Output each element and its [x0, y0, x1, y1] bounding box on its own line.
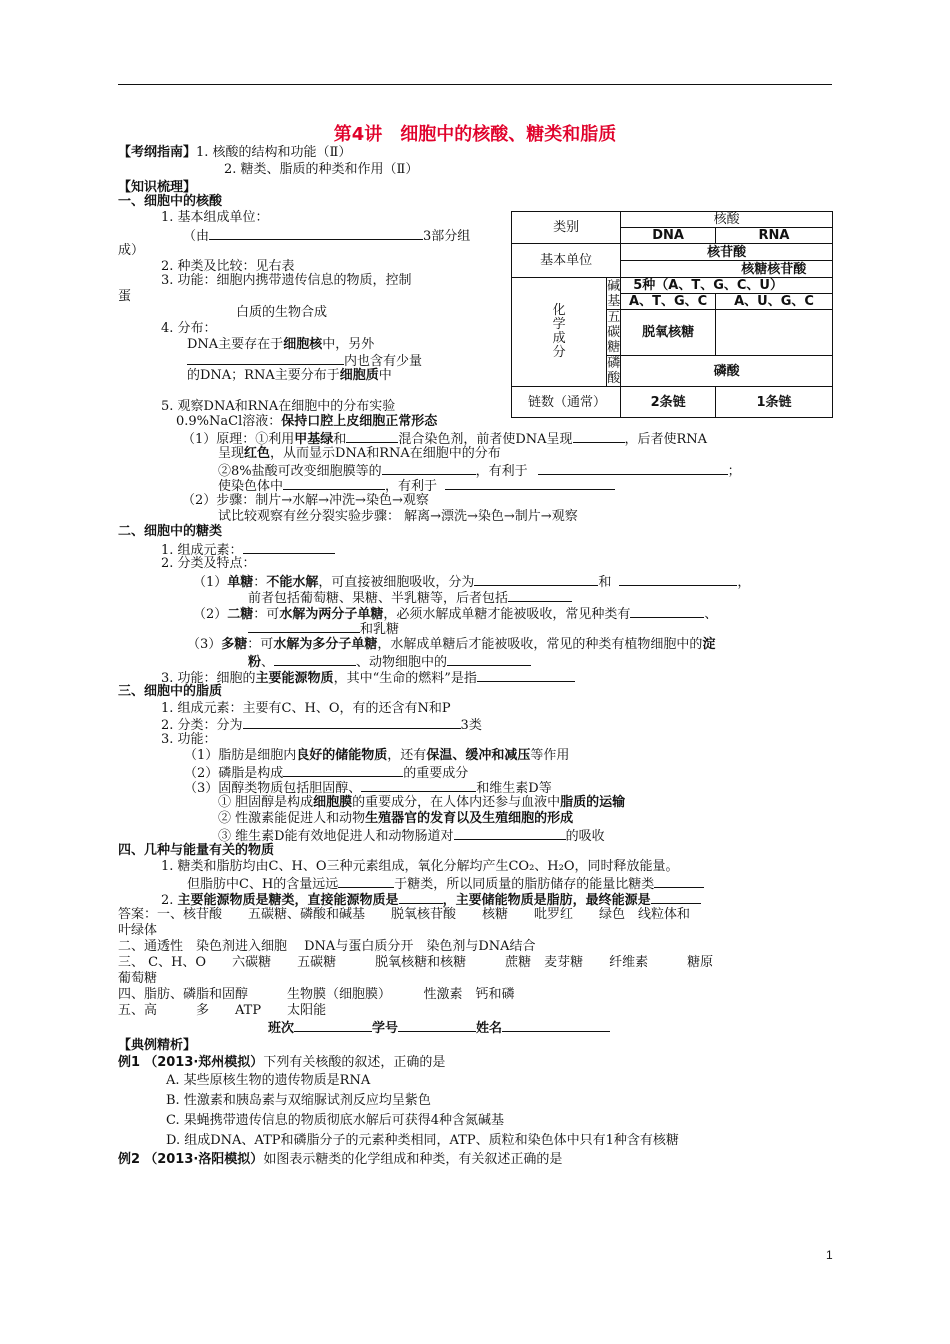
blank — [248, 620, 360, 633]
example-2-stem: 例2 （2013·洛阳模拟）如图表示糖类的化学组成和种类，有关叙述正确的是 — [118, 1152, 563, 1167]
blank — [243, 716, 461, 729]
s3-sterol: （3）固醇类物质包括胆固醇、 和维生素D等 — [184, 781, 552, 796]
s3-line-2: 2. 分类：分为 3类 — [161, 718, 482, 733]
s1-line-3: 3. 功能：细胞内携带遗传信息的物质，控制 — [161, 273, 412, 288]
s1-principle-1d: 使染色体中 ，有利于 — [218, 477, 615, 495]
page-number: 1 — [826, 1248, 833, 1262]
table-base-all: 5种（A、T、G、C、U） — [621, 278, 833, 294]
table-header-dna: DNA — [621, 228, 716, 244]
table-chain-rna: 1条链 — [716, 387, 833, 418]
blank — [382, 462, 476, 475]
blank — [209, 227, 423, 240]
blank — [447, 653, 531, 666]
blank — [274, 653, 356, 666]
table-sugar-rna — [716, 310, 833, 356]
examples-label: 【典例精析】 — [118, 1038, 197, 1053]
table-header-category: 类别 — [512, 212, 621, 244]
section-2-heading: 二、细胞中的糖类 — [118, 524, 223, 539]
page-title: 第4讲 细胞中的核酸、糖类和脂质 — [333, 124, 617, 145]
s3-fat: （1）脂肪是细胞内良好的储能物质，还有保温、缓冲和减压等作用 — [184, 748, 570, 763]
blank — [654, 875, 704, 888]
answers-3: 三、 C、H、O 六碳糖 五碳糖 脱氧核糖和核糖 蔗糖 麦芽糖 纤维素 糖原 — [118, 955, 714, 970]
s2-di: （2）二糖：可水解为两分子单糖，必须水解成单糖才能被吸收，常见种类有 、 — [193, 607, 718, 622]
s1-line-2: 2. 种类及比较：见右表 — [161, 259, 295, 274]
table-header-rna: RNA — [716, 228, 833, 244]
table-row-unit: 基本单位 — [512, 244, 621, 278]
s1-line-1b: （由 3部分组 — [183, 229, 471, 244]
blank — [283, 477, 385, 490]
table-chain-dna: 2条链 — [621, 387, 716, 418]
s1-line-1: 1. 基本组成单位： — [161, 210, 269, 225]
s4-line-2: 2. 主要能源物质是糖类，直接能源物质是 ，主要储能物质是脂肪，最终能源是 — [161, 891, 701, 909]
guide-line-1 — [118, 145, 351, 161]
class-field[interactable] — [294, 1019, 372, 1032]
s3-sterol-c: ③ 维生素D能有效地促进人和动物肠道对 的吸收 — [218, 829, 605, 844]
blank — [399, 891, 443, 904]
s2-line-2: 2. 分类及特点： — [161, 556, 256, 571]
blank — [361, 779, 476, 792]
blank — [445, 477, 615, 490]
answers-4: 四、脂肪、磷脂和固醇 生物膜（细胞膜） 性激素 钙和磷 — [118, 987, 515, 1002]
s1-line-5a: 0.9%NaCl溶液：保持口腔上皮细胞正常形态 — [176, 414, 438, 429]
blank — [619, 573, 737, 586]
blank — [243, 541, 335, 554]
example-1-option-a: A. 某些原核生物的遗传物质是RNA — [166, 1073, 371, 1088]
guide-item-1: 1. 核酸的结构和功能（Ⅱ） — [196, 145, 352, 160]
blank — [338, 875, 394, 888]
s2-line-3: 3. 功能：细胞的主要能源物质，其中“生命的燃料”是指 — [161, 669, 575, 687]
example-1-option-d: D. 组成DNA、ATP和磷脂分子的元素种类相同，ATP、质粒和染色体中只有1种含有核糖 — [166, 1133, 679, 1148]
table-row-base: 碱基 — [607, 278, 621, 309]
s1-principle-1c: ②8%盐酸可改变细胞膜等的 ，有利于 ； — [218, 464, 741, 479]
guide-item-2: 2. 糖类、脂质的种类和作用（Ⅱ） — [224, 162, 419, 177]
blank — [630, 605, 704, 618]
s2-poly: （3）多糖：可水解为多分子单糖，水解成单糖后才能被吸收，常见的种类有植物细胞中的淀 — [187, 637, 716, 652]
table-base-rna: A、U、G、C — [716, 294, 833, 310]
s1-steps-compare: 试比较观察有丝分裂实验步骤： 解离→漂洗→染色→制片→观察 — [218, 509, 578, 524]
answers-5: 五、高 多 ATP 太阳能 — [118, 1003, 327, 1018]
table-row-chem: 化 学 成 分 — [512, 278, 607, 387]
table-sugar-dna: 脱氧核糖 — [621, 310, 716, 356]
table-unit-common: 核苷酸 — [621, 244, 833, 261]
table-unit-dna — [621, 261, 716, 278]
table-row-chain: 链数（通常） — [512, 387, 621, 418]
s2-di-b: 和乳糖 — [248, 620, 399, 638]
table-unit-rna: 核糖核苷酸 — [716, 261, 833, 278]
blank — [474, 573, 598, 586]
s3-line-1: 1. 组成元素：主要有C、H、O，有的还含有N和P — [161, 701, 451, 716]
blank — [538, 462, 728, 475]
table-row-phos: 磷酸 — [607, 356, 621, 386]
blank — [346, 430, 398, 443]
s2-line-1: 1. 组成元素： — [161, 541, 335, 559]
answers-1: 答案：一、核苷酸 五碳糖、磷酸和碱基 脱氧核苷酸 核糖 吡罗红 绿色 线粒体和 — [118, 907, 691, 922]
header-rule — [118, 84, 832, 85]
blank — [508, 589, 572, 602]
answers-2: 二、通透性 染色剂进入细胞 DNA与蛋白质分开 染色剂与DNA结合 — [118, 939, 536, 954]
s1-line-4: 4. 分布： — [161, 321, 217, 336]
section-4-heading: 四、几种与能量有关的物质 — [118, 843, 275, 858]
table-base-dna: A、T、G、C — [621, 294, 716, 310]
answers-3b: 葡萄糖 — [118, 971, 158, 986]
s1-line-3b: 蛋 — [118, 289, 132, 304]
example-1-option-c: C. 果蝇携带遗传信息的物质彻底水解后可获得4种含氮碱基 — [166, 1113, 505, 1128]
section-3-heading: 三、细胞中的脂质 — [118, 684, 223, 699]
s3-sterol-a: ① 胆固醇是构成细胞膜的重要成分，在人体内还参与血液中脂质的运输 — [218, 795, 626, 810]
s4-line-1: 1. 糖类和脂肪均由C、H、O三种元素组成，氧化分解均产生CO₂、H₂O，同时释放能量。 — [161, 859, 679, 874]
guide-label: 【考纲指南】 — [118, 145, 197, 160]
s1-line-4b: 内也含有少量 — [187, 352, 422, 370]
s1-line-1c: 成） — [118, 243, 145, 258]
s2-mono: （1）单糖：不能水解，可直接被细胞吸收，分为 和 ， — [193, 575, 751, 590]
blank — [283, 764, 403, 777]
blank — [651, 891, 701, 904]
s1-line-4c: 的DNA；RNA主要分布于细胞质中 — [187, 368, 392, 383]
example-1-stem: 例1 （2013·郑州模拟）下列有关核酸的叙述，正确的是 — [118, 1055, 446, 1070]
s3-line-3: 3. 功能： — [161, 732, 217, 747]
student-info: 班次 学号 姓名 — [268, 1019, 610, 1037]
name-field[interactable] — [502, 1019, 610, 1032]
s3-phospholipid: （2）磷脂是构成 的重要成分 — [184, 766, 469, 781]
s2-poly-b: 粉、 、动物细胞中的 — [248, 653, 531, 671]
s1-principle-1: （1）原理：①利用甲基绿和 混合染色剂，前者使DNA呈现 ，后者使RNA — [182, 432, 708, 447]
section-1-heading: 一、细胞中的核酸 — [118, 194, 223, 209]
table-phos: 磷酸 — [621, 356, 833, 387]
s1-line-4a: DNA主要存在于细胞核中，另外 — [187, 337, 375, 352]
number-field[interactable] — [398, 1019, 476, 1032]
answers-1b: 叶绿体 — [118, 923, 158, 938]
s3-sterol-b: ② 性激素能促进人和动物生殖器官的发育以及生殖细胞的形成 — [218, 811, 574, 826]
s1-steps: （2）步骤：制片→水解→冲洗→染色→观察 — [182, 493, 429, 508]
s1-principle-1b: 呈现红色，从而显示DNA和RNA在细胞中的分布 — [218, 446, 501, 461]
s1-line-3c: 白质的生物合成 — [236, 305, 328, 320]
s4-line-1b: 但脂肪中C、H的含量远远 于糖类，所以同质量的脂肪储存的能量比糖类 — [187, 875, 704, 893]
blank — [573, 430, 625, 443]
example-1-option-b: B. 性激素和胰岛素与双缩脲试剂反应均呈紫色 — [166, 1093, 431, 1108]
s2-mono-b: 前者包括葡萄糖、果糖、半乳糖等，后者包括 — [248, 589, 572, 607]
blank — [477, 669, 575, 682]
blank — [187, 352, 344, 365]
s1-line-5: 5. 观察DNA和RNA在细胞中的分布实验 — [161, 399, 396, 414]
table-row-sugar: 五碳糖 — [607, 310, 621, 355]
nucleic-acid-table — [511, 211, 833, 418]
knowledge-label: 【知识梳理】 — [118, 180, 197, 195]
table-header-nucleic: 核酸 — [621, 212, 833, 228]
blank — [454, 827, 566, 840]
